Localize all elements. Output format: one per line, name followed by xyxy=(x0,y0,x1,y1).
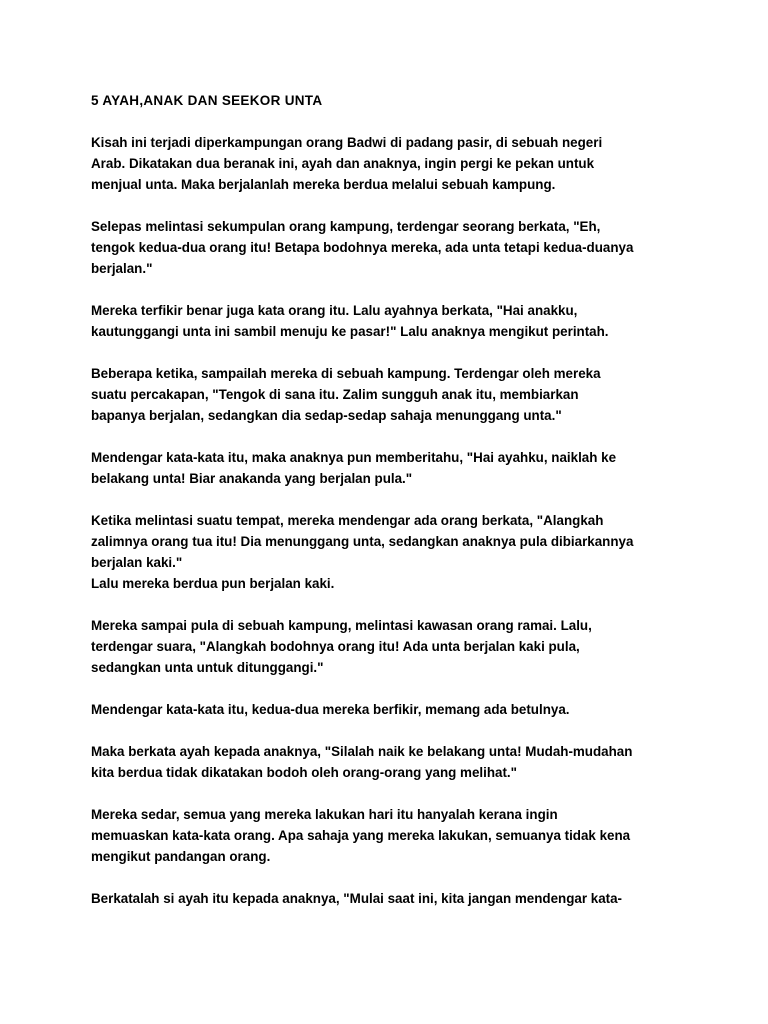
paragraph-line: Ketika melintasi suatu tempat, mereka mendengar ada orang berkata, "Alangkah xyxy=(91,513,604,528)
paragraph xyxy=(91,510,681,594)
paragraph-line: Mendengar kata-kata itu, kedua-dua mereka berfikir, memang ada betulnya. xyxy=(91,702,570,717)
paragraph xyxy=(91,804,681,867)
paragraph xyxy=(91,741,681,783)
paragraph-line: Lalu mereka berdua pun berjalan kaki. xyxy=(91,576,335,591)
paragraph xyxy=(91,447,681,489)
paragraph-line: berjalan kaki." xyxy=(91,555,183,570)
paragraph-line: suatu percakapan, "Tengok di sana itu. Zalim sungguh anak itu, membiarkan xyxy=(91,387,579,402)
paragraph xyxy=(91,132,681,195)
paragraph-line: Berkatalah si ayah itu kepada anaknya, "Mulai saat ini, kita jangan mendengar kata- xyxy=(91,891,623,906)
paragraph-line: zalimnya orang tua itu! Dia menunggang unta, sedangkan anaknya pula dibiarkannya xyxy=(91,534,634,549)
paragraph-line: sedangkan unta untuk ditunggangi." xyxy=(91,660,324,675)
paragraph xyxy=(91,363,681,426)
paragraph-line: Mendengar kata-kata itu, maka anaknya pun memberitahu, "Hai ayahku, naiklah ke xyxy=(91,450,617,465)
paragraph-line: kita berdua tidak dikatakan bodoh oleh orang-orang yang melihat." xyxy=(91,765,517,780)
paragraph xyxy=(91,300,681,342)
document-body xyxy=(91,90,681,909)
paragraph-line: mengikut pandangan orang. xyxy=(91,849,271,864)
paragraph-line: terdengar suara, "Alangkah bodohnya orang itu! Ada unta berjalan kaki pula, xyxy=(91,639,580,654)
paragraph-line: belakang unta! Biar anakanda yang berjalan pula." xyxy=(91,471,413,486)
paragraph-line: kautunggangi unta ini sambil menuju ke pasar!" Lalu anaknya mengikut perintah. xyxy=(91,324,609,339)
paragraph-line: Selepas melintasi sekumpulan orang kampung, terdengar seorang berkata, "Eh, xyxy=(91,219,601,234)
paragraph-line: menjual unta. Maka berjalanlah mereka berdua melalui sebuah kampung. xyxy=(91,177,556,192)
paragraph xyxy=(91,216,681,279)
paragraph-line: tengok kedua-dua orang itu! Betapa bodohnya mereka, ada unta tetapi kedua-duanya xyxy=(91,240,634,255)
paragraph-line: bapanya berjalan, sedangkan dia sedap-sedap sahaja menunggang unta." xyxy=(91,408,562,423)
paragraph-line: Arab. Dikatakan dua beranak ini, ayah dan anaknya, ingin pergi ke pekan untuk xyxy=(91,156,595,171)
paragraph-line: Maka berkata ayah kepada anaknya, "Silalah naik ke belakang unta! Mudah-mudahan xyxy=(91,744,633,759)
paragraph-line: Mereka terfikir benar juga kata orang itu. Lalu ayahnya berkata, "Hai anakku, xyxy=(91,303,578,318)
paragraph xyxy=(91,699,681,720)
paragraph-line: memuaskan kata-kata orang. Apa sahaja yang mereka lakukan, semuanya tidak kena xyxy=(91,828,631,843)
paragraph-line: Mereka sedar, semua yang mereka lakukan hari itu hanyalah kerana ingin xyxy=(91,807,558,822)
paragraph xyxy=(91,615,681,678)
story-paragraphs xyxy=(91,132,681,909)
paragraph-line: Kisah ini terjadi diperkampungan orang Badwi di padang pasir, di sebuah negeri xyxy=(91,135,603,150)
paragraph-line: Mereka sampai pula di sebuah kampung, melintasi kawasan orang ramai. Lalu, xyxy=(91,618,592,633)
story-title: 5 AYAH,ANAK DAN SEEKOR UNTA xyxy=(91,93,323,108)
paragraph-line: Beberapa ketika, sampailah mereka di sebuah kampung. Terdengar oleh mereka xyxy=(91,366,601,381)
paragraph xyxy=(91,888,681,909)
paragraph-line: berjalan." xyxy=(91,261,153,276)
